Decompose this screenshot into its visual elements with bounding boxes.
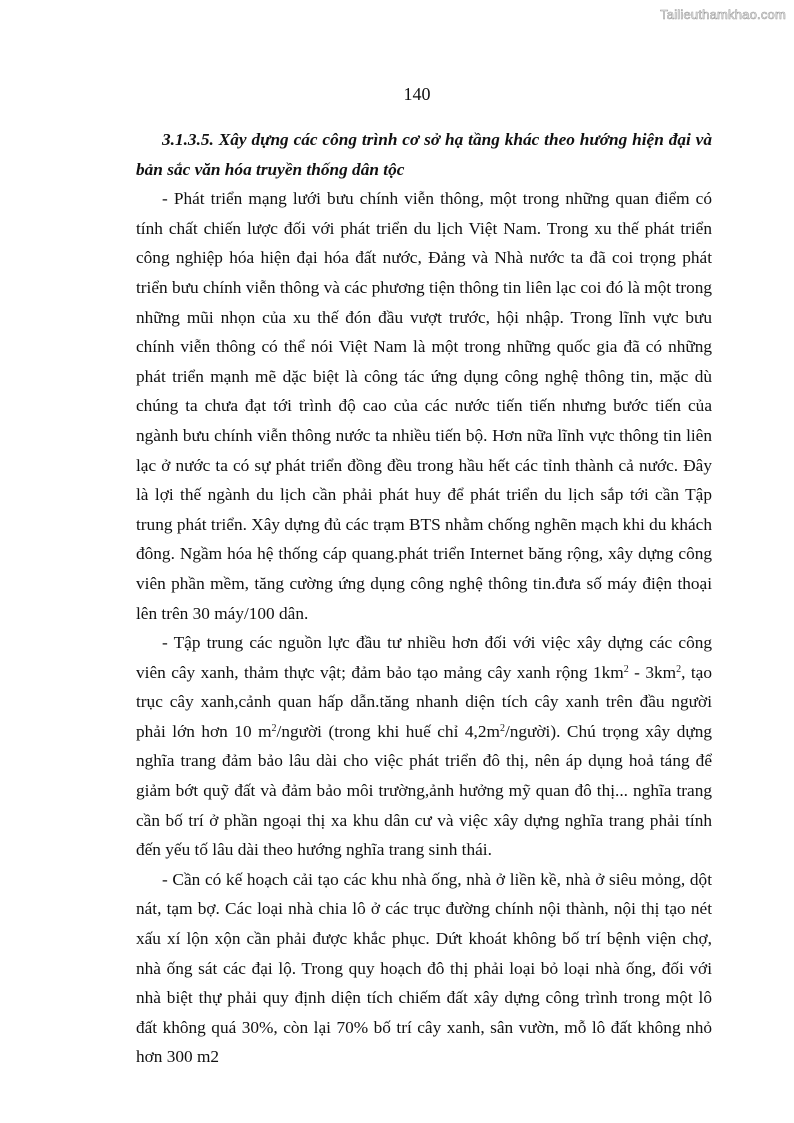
- document-body: [136, 125, 712, 1072]
- text-segment: /người (trong khi huế chỉ 4,2m: [276, 721, 500, 741]
- section-heading: 3.1.3.5. Xây dựng các công trình cơ sở hạ tầng khác theo hướng hiện đại và bản sắc văn hóa truyền thống dân tộc: [136, 130, 712, 179]
- superscript: 2: [271, 722, 277, 734]
- superscript: 2: [499, 722, 505, 734]
- paragraph-telecom: - Phát triển mạng lưới bưu chính viễn thông, một trong những quan điểm có tính chất chiến lược đối với phát triển du lịch Việt Nam. Trong xu thế phát triển công nghiệp hóa hiện đại hóa đất nước, Đảng và Nhà nước ta đã coi trọng phát triển bưu chính viễn thông và các phương tiện thông tin liên lạc coi đó là một trong những mũi nhọn của xu thế đón đầu vượt trước, hội nhập. Trong lĩnh vực bưu chính viễn thông có thể nói Việt Nam là một trong những quốc gia đã có những phát triển mạnh mẽ dặc biệt là công tác ứng dụng công nghệ thông tin, mặc dù chúng ta chưa đạt tới trình độ cao của các nước tiến tiến nhưng bước tiến của ngành bưu chính viễn thông nước ta nhiều tiến bộ. Hơn nữa lĩnh vực thông tin liên lạc ở nước ta có sự phát triển đồng đều trong hầu hết các tỉnh thành cả nước. Đây là lợi thế ngành du lịch cần phải phát huy để phát triển du lịch sắp tới cần Tập trung phát triển. Xây dựng đủ các trạm BTS nhằm chống nghẽn mạch khi du khách đông. Ngầm hóa hệ thống cáp quang.phát triển Internet băng rộng, xây dựng công viên phần mềm, tăng cường ứng dụng công nghệ thông tin.đưa số máy điện thoại lên trên 30 máy/100 dân.: [136, 189, 712, 623]
- text-segment: - Tập trung các nguồn lực đầu tư nhiều hơn đối với việc xây dựng các công viên cây xanh, thảm thực vật; đảm bảo tạo mảng cây xanh rộng 1km: [136, 633, 712, 682]
- paragraph-housing: - Cần có kế hoạch cải tạo các khu nhà ống, nhà ở liền kề, nhà ở siêu mỏng, dột nát, tạm bợ. Các loại nhà chia lô ở các trục đường chính nội thành, nội thị tạo nét xấu xí lộn xộn cần phải được khắc phục. Dứt khoát không bố trí bệnh viện chợ, nhà ống sát các đại lộ. Trong quy hoạch đô thị phải loại bỏ loại nhà ống, đối với nhà biệt thự phải quy định diện tích chiếm đất xây dựng công trình trong một lô đất không quá 30%, còn lại 70% bố trí cây xanh, sân vườn, mỗ lô đất không nhỏ hơn 300 m2: [136, 869, 712, 1067]
- text-segment: /người). Chú trọng xây dựng nghĩa trang đảm bảo lâu dài cho việc phát triển đô thị, nên áp dụng hoả táng để giảm bớt quỹ đất và đảm bảo môi trường,ảnh hưởng mỹ quan đô thị... nghĩa trang cần bố trí ở phần ngoại thị xa khu dân cư và việc xây dựng nghĩa trang phải tính đến yếu tố lâu dài theo hướng nghĩa trang sinh thái.: [136, 721, 712, 860]
- text-segment: , tạo trục cây xanh,cảnh quan hấp dẫn.tăng nhanh diện tích cây xanh trên đầu người phải lớn hơn 10 m: [136, 662, 712, 741]
- text-segment: - 3km: [628, 662, 677, 682]
- page-number: 140: [403, 84, 431, 104]
- superscript: 2: [623, 663, 629, 675]
- watermark: Tailieuthamkhao.com: [660, 7, 786, 22]
- superscript: 2: [676, 663, 682, 675]
- paragraph-green-space: [136, 628, 712, 865]
